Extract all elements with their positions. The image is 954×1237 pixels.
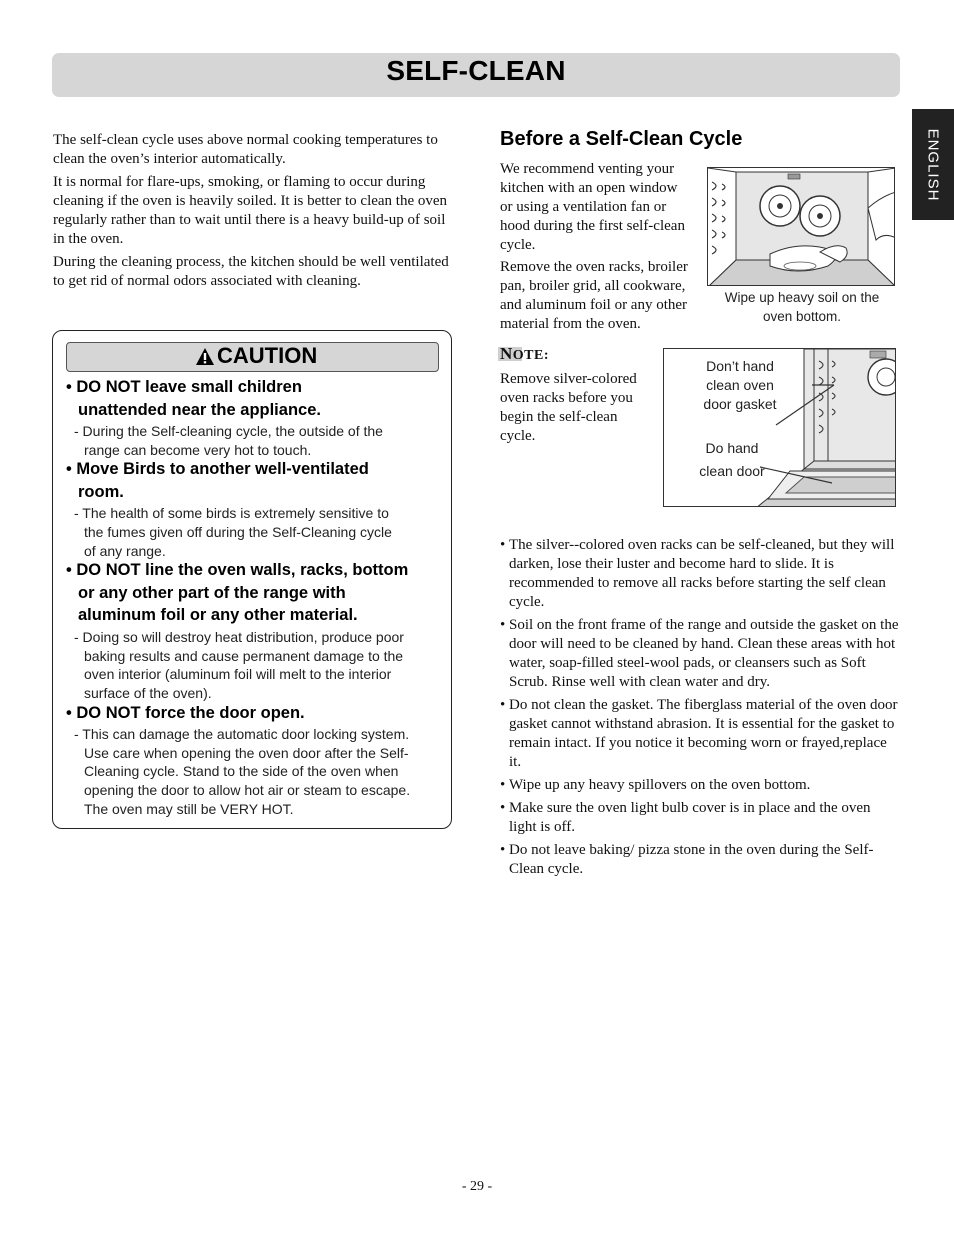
note-line-1: Remove silver-colored [500, 371, 637, 387]
caution-item-3-sub-1: - Doing so will destroy heat distribution, produce poor [74, 629, 404, 645]
note-line-4: cycle. [500, 428, 536, 444]
venting-line-4: hood during the first self-clean [500, 218, 685, 234]
caution-item-2-line-2: room. [78, 483, 124, 501]
warning-triangle-icon [195, 347, 215, 366]
door-label-line-2: clean door [699, 463, 765, 479]
caution-item-2-sub-2: the fumes given off during the Self-Cleaning cycle [84, 524, 392, 540]
caution-item-3-sub-2: baking results and cause permanent damage to the [84, 648, 404, 664]
caution-item-3-sub-3: oven interior (aluminum foil will melt to the interior [84, 666, 392, 682]
gasket-label-line-3: door gasket [703, 396, 777, 412]
note-line-2: oven racks before you [500, 390, 633, 406]
oven-interior-icon [708, 168, 895, 286]
page-number: - 29 - [461, 1179, 493, 1194]
oven-wipe-caption [707, 288, 897, 326]
cleaning-tips-list [500, 536, 900, 883]
gasket-label [694, 357, 786, 414]
caution-item-4-sub-2: Use care when opening the oven door after the Self- [84, 745, 409, 761]
oven-wipe-caption-line-1: Wipe up heavy soil on the [724, 290, 880, 305]
tip-3: • Do not clean the gasket. The fiberglass material of the oven door gasket cannot withstand abrasion. It is essential for the gasket to remain intact. If you notice it becoming worn or frayed,replace it. [500, 696, 900, 772]
caution-item-4-sub-3: Cleaning cycle. Stand to the side of the oven when [84, 763, 399, 779]
door-label-line-1: Do hand [705, 440, 759, 456]
intro-paragraph-3: During the cleaning process, the kitchen should be well ventilated to get rid of normal odors associated with cleaning. [53, 254, 449, 289]
oven-wipe-illustration [707, 167, 895, 286]
intro-paragraph-2: It is normal for flare-ups, smoking, or flaming to occur during cleaning if the oven is heavily soiled. It is better to clean the oven regularly rather than to wait until there is a heavy build-up of soil in the oven. [53, 174, 448, 247]
caution-item-3-line-3: aluminum foil or any other material. [78, 606, 358, 624]
caution-item-4-line-1: • DO NOT force the door open. [66, 704, 305, 722]
caution-label: CAUTION [217, 343, 318, 368]
note-label-initial: N [500, 344, 513, 363]
remove-line-1: Remove the oven racks, broiler [500, 259, 688, 275]
caution-item-2-sub-1: - The health of some birds is extremely sensitive to [74, 505, 389, 521]
caution-item-2-line-1: • Move Birds to another well-ventilated [66, 460, 369, 478]
venting-line-2: kitchen with an open window [500, 180, 678, 196]
tip-6: • Do not leave baking/ pizza stone in the oven during the Self-Clean cycle. [500, 841, 900, 879]
section-heading: Before a Self-Clean Cycle [500, 128, 743, 150]
caution-item-1-sub-2: range can become very hot to touch. [84, 442, 312, 458]
note-text [500, 370, 660, 446]
door-gasket-illustration [663, 348, 896, 507]
tip-1: • The silver--colored oven racks can be self-cleaned, but they will darken, lose their luster and become hard to slide. It is recommended to remove all racks before starting the self clean cycle. [500, 536, 900, 612]
venting-line-5: cycle. [500, 237, 536, 253]
caution-item-1-line-2: unattended near the appliance. [78, 401, 321, 419]
caution-item-3-line-1: • DO NOT line the oven walls, racks, bottom [66, 561, 409, 579]
caution-header [66, 342, 439, 372]
gasket-label-line-2: clean oven [706, 377, 774, 393]
oven-wipe-caption-line-2: oven bottom. [762, 309, 842, 324]
intro-paragraph-1: The self-clean cycle uses above normal cooking temperatures to clean the oven’s interior automatically. [53, 132, 438, 167]
caution-box [52, 330, 452, 829]
caution-item-3-line-2: or any other part of the range with [78, 584, 346, 602]
note-line-3: begin the self-clean [500, 409, 618, 425]
page-title: SELF-CLEAN [386, 55, 566, 86]
caution-item-2-sub-3: of any range. [84, 543, 166, 559]
venting-line-3: or using a ventilation fan or [500, 199, 667, 215]
caution-item-4-sub-1: - This can damage the automatic door locking system. [74, 726, 410, 742]
caution-item-4-sub-4: opening the door to allow hot air or steam to escape. [84, 782, 411, 798]
venting-line-1: We recommend venting your [500, 161, 675, 177]
language-tab-label: ENGLISH [924, 128, 942, 201]
title-bar [52, 53, 900, 97]
caution-item-1-line-1: • DO NOT leave small children [66, 378, 302, 396]
tip-5: • Make sure the oven light bulb cover is in place and the oven light is off. [500, 799, 900, 837]
door-label [684, 439, 780, 481]
tip-4: • Wipe up any heavy spillovers on the oven bottom. [500, 776, 900, 795]
remove-line-4: material from the oven. [500, 316, 641, 332]
caution-item-3-sub-4: surface of the oven). [84, 685, 212, 701]
remove-line-2: pan, broiler grid, all cookware, [500, 278, 686, 294]
caution-item-4-sub-5: The oven may still be VERY HOT. [84, 801, 294, 817]
venting-paragraph [500, 160, 706, 255]
remove-racks-paragraph [500, 258, 710, 334]
note-label [500, 344, 549, 364]
tip-2: • Soil on the front frame of the range and outside the gasket on the door will need to be cleaned by hand. Clean these areas with hot water, soap-filled steel-wool pads, or cleansers such as Soft Scrub. Rinse well with clean water and dry. [500, 616, 900, 692]
caution-item-1-sub-1: - During the Self-cleaning cycle, the outside of the [74, 423, 383, 439]
intro-text [53, 131, 453, 295]
remove-line-3: and aluminum foil or any other [500, 297, 688, 313]
note-label-rest: OTE: [512, 348, 550, 363]
language-tab [912, 109, 954, 220]
gasket-label-line-1: Don’t hand [706, 358, 774, 374]
